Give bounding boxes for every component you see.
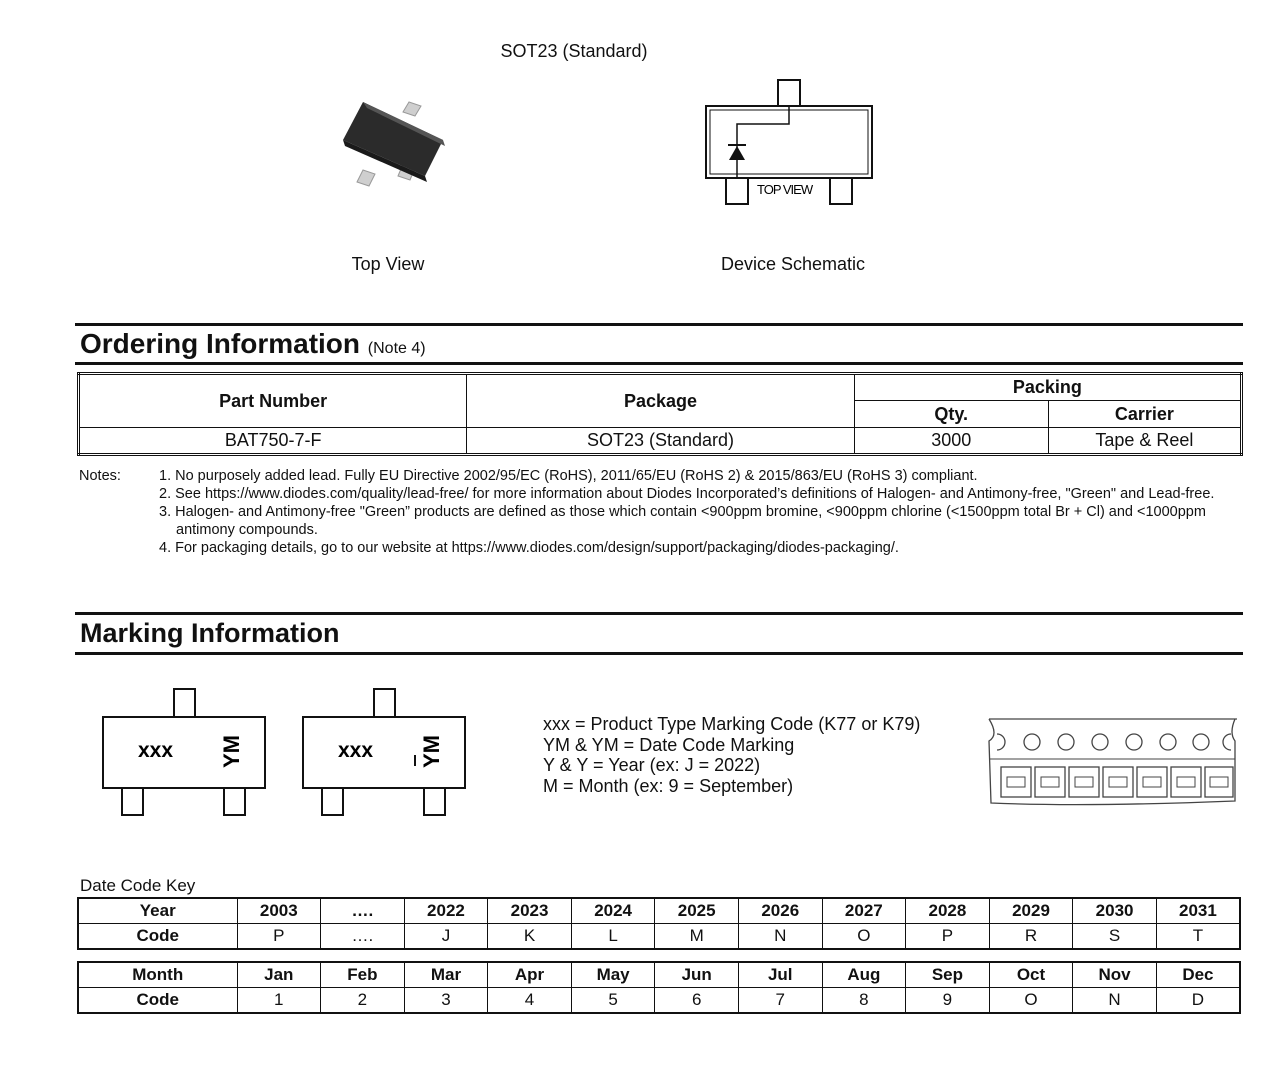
package-header: SOT23 (Standard) [500, 41, 648, 61]
table-cell: Nov [1073, 962, 1157, 988]
table-cell: …. [321, 924, 405, 950]
table-cell: 2023 [488, 898, 572, 924]
table-cell: …. [321, 898, 405, 924]
table-cell: 2031 [1156, 898, 1240, 924]
table-cell: J [404, 924, 488, 950]
date-code: YM [219, 735, 244, 768]
table-cell: P [237, 924, 321, 950]
section-rule-bottom [75, 652, 1243, 655]
month-code-table [77, 961, 1241, 1014]
note-item: 1. No purposely added lead. Fully EU Directive 2002/95/EC (RoHS), 2011/65/EU (RoHS 2) & 2015/863/EU (RoHS 3) compliant. [159, 468, 978, 484]
marking-legend [543, 714, 920, 796]
table-cell: 2030 [1073, 898, 1157, 924]
legend-line: M = Month (ex: 9 = September) [543, 775, 794, 796]
row-header: Year [78, 898, 237, 924]
table-cell: 2003 [237, 898, 321, 924]
year-code-row [78, 924, 1240, 950]
sot23-top-view-image [335, 100, 450, 200]
section-rule-top [75, 323, 1243, 326]
table-cell: Aug [822, 962, 906, 988]
table-cell: 4 [488, 988, 572, 1014]
table-cell: 7 [738, 988, 822, 1014]
table-cell: N [1073, 988, 1157, 1014]
table-cell: 2 [321, 988, 405, 1014]
schematic-caption: Device Schematic [720, 254, 866, 274]
legend-line: xxx = Product Type Marking Code (K77 or K79) [543, 714, 921, 734]
header-part-number: Part Number [79, 374, 467, 428]
table-cell: Jun [655, 962, 739, 988]
table-cell: 2022 [404, 898, 488, 924]
table-cell: 2028 [906, 898, 990, 924]
marking-title: Marking Information [80, 618, 340, 648]
legend-line: Y & Y = Year (ex: J = 2022) [543, 755, 761, 775]
month-code-row [78, 988, 1240, 1014]
table-cell: Oct [989, 962, 1073, 988]
table-cell: 8 [822, 988, 906, 1014]
cell-carrier: Tape & Reel [1048, 428, 1241, 455]
marking-code: xxx [138, 739, 174, 762]
ordering-title: Ordering Information (Note 4) [80, 328, 426, 359]
legend-line: YM & YM = Date Code Marking [543, 734, 795, 755]
table-cell: Mar [404, 962, 488, 988]
table-cell: 9 [906, 988, 990, 1014]
marking-diagram-ym-bar [298, 686, 473, 818]
table-cell: P [906, 924, 990, 950]
header-packing: Packing [854, 374, 1241, 401]
marking-diagram-ym [98, 686, 273, 818]
table-cell: 3 [404, 988, 488, 1014]
row-header: Code [78, 924, 237, 950]
month-row [78, 962, 1240, 988]
note-ref: (Note 4) [367, 340, 426, 357]
note-item: 2. See https://www.diodes.com/quality/lead-free/ for more information about Diodes Incorporated’s definitions of Halogen- and Antimony-free, "Green" and Lead-free. [159, 486, 1215, 502]
table-cell: K [488, 924, 572, 950]
table-cell: M [655, 924, 739, 950]
table-cell: Dec [1156, 962, 1240, 988]
table-cell: Jan [237, 962, 321, 988]
table-cell: 2025 [655, 898, 739, 924]
cell-package: SOT23 (Standard) [467, 428, 854, 455]
year-code-table [77, 897, 1241, 950]
row-header: Month [78, 962, 237, 988]
section-rule-top [75, 612, 1243, 615]
table-cell: 5 [571, 988, 655, 1014]
cell-part-number: BAT750-7-F [79, 428, 467, 455]
table-cell: O [822, 924, 906, 950]
table-cell: R [989, 924, 1073, 950]
section-rule-bottom [75, 362, 1243, 365]
date-code: YM [419, 735, 444, 768]
note-item: 4. For packaging details, go to our website at https://www.diodes.com/design/support/packaging/diodes-packaging/. [159, 540, 899, 556]
table-cell: Apr [488, 962, 572, 988]
table-cell: D [1156, 988, 1240, 1014]
row-header: Code [78, 988, 237, 1014]
year-row [78, 898, 1240, 924]
table-cell: Sep [906, 962, 990, 988]
table-cell: N [738, 924, 822, 950]
table-cell: May [571, 962, 655, 988]
table-cell: 6 [655, 988, 739, 1014]
table-cell: 2029 [989, 898, 1073, 924]
ordering-table [77, 372, 1243, 456]
notes-label: Notes: [79, 468, 121, 484]
table-cell: L [571, 924, 655, 950]
top-view-caption: Top View [351, 254, 425, 274]
marking-code: xxx [338, 739, 374, 762]
table-cell: 2027 [822, 898, 906, 924]
table-cell: Jul [738, 962, 822, 988]
schematic-label: TOP VIEW [757, 182, 813, 197]
table-cell: O [989, 988, 1073, 1014]
header-carrier: Carrier [1048, 401, 1241, 428]
cell-qty: 3000 [854, 428, 1048, 455]
tape-reel-image [985, 715, 1240, 810]
table-cell: T [1156, 924, 1240, 950]
device-schematic [700, 76, 880, 210]
header-qty: Qty. [854, 401, 1048, 428]
table-cell: Feb [321, 962, 405, 988]
table-cell: 2024 [571, 898, 655, 924]
table-cell: S [1073, 924, 1157, 950]
table-cell: 1 [237, 988, 321, 1014]
table-cell: 2026 [738, 898, 822, 924]
header-package: Package [467, 374, 854, 428]
date-code-key-label: Date Code Key [80, 876, 196, 895]
table-row [79, 428, 1242, 455]
note-item: 3. Halogen- and Antimony-free "Green” products are defined as those which contain <900ppm bromine, <900ppm chlorine (<1500ppm total Br + Cl) and <1000ppm antimony compounds. [159, 504, 1206, 538]
